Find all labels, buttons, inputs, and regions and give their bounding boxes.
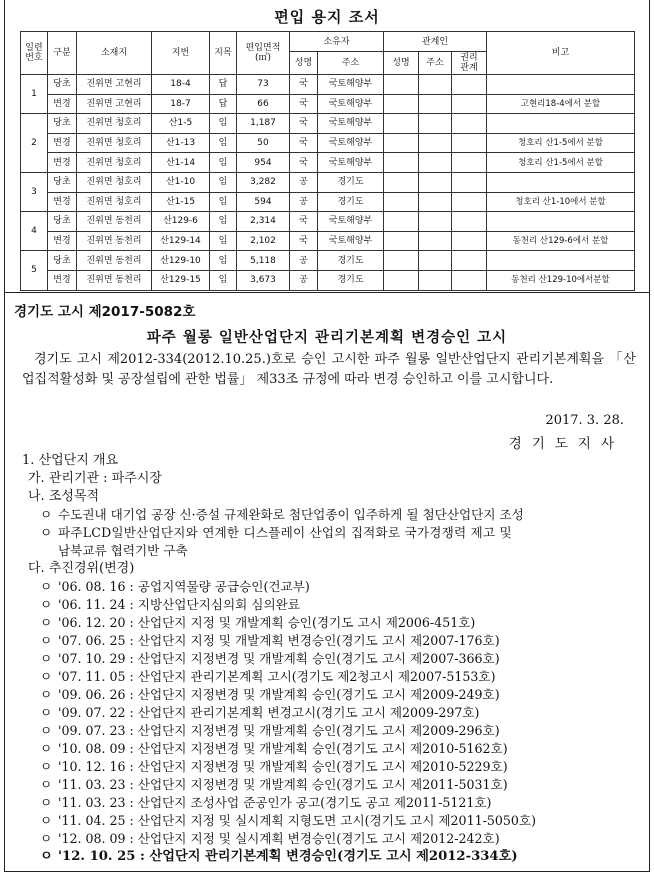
- cell-remarks: 동천리 산129-10에서분할: [487, 270, 635, 290]
- header-rel-name: 성명: [384, 52, 419, 75]
- cell-lot: 산129-6: [152, 212, 210, 232]
- cell-rel-name: [384, 153, 419, 173]
- purpose-text: 수도권내 대기업 공장 신·증설 규제완화로 첨단업종이 입주하게 될 첨단산업단지 조성: [58, 507, 524, 522]
- cell-owner-addr: 경기도: [318, 270, 384, 290]
- cell-type: 변경: [48, 94, 77, 114]
- header-rel-addr: 주소: [419, 52, 452, 75]
- history-text: '07. 10. 29 : 산업단지 지정변경 및 개발계획 승인(경기도 고시 제2007-366호): [58, 651, 500, 666]
- cell-remarks: [487, 172, 635, 192]
- cell-type: 변경: [48, 153, 77, 173]
- bullet: ㅇ: [40, 525, 53, 540]
- cell-type: 변경: [48, 192, 77, 212]
- table-row: [21, 153, 635, 173]
- cell-area: 954: [237, 153, 290, 173]
- notice-date: 2017. 3. 28.: [545, 413, 624, 428]
- cell-rel-rights: [452, 192, 487, 212]
- cell-location: 진위면 청호리: [77, 153, 152, 173]
- cell-remarks: 청호리 산1-5에서 분할: [487, 133, 635, 153]
- cell-lot: 산129-10: [152, 251, 210, 271]
- cell-remarks: 청호리 산1-10에서 분할: [487, 192, 635, 212]
- history-item: [40, 614, 475, 632]
- cell-owner-addr: 경기도: [318, 192, 384, 212]
- bullet: ㅇ: [40, 597, 53, 612]
- cell-area: 5,118: [237, 251, 290, 271]
- cell-owner-name: 공: [290, 251, 318, 271]
- header-owner-addr: 주소: [318, 52, 384, 75]
- cell-area: 73: [237, 75, 290, 95]
- history-item: [40, 848, 518, 866]
- table-row: [21, 94, 635, 114]
- purpose-continuation: 남북교류 협력기반 구축: [58, 543, 188, 558]
- table-row: [21, 192, 635, 212]
- cell-area: 594: [237, 192, 290, 212]
- purpose-text: 파주LCD일반산업단지와 연계한 디스플레이 산업의 집적화로 국가경쟁력 제고 및: [58, 525, 512, 540]
- history-item: [40, 722, 500, 740]
- cell-rel-rights: [452, 212, 487, 232]
- cell-area: 3,282: [237, 172, 290, 192]
- cell-type: 당초: [48, 172, 77, 192]
- history-text: '11. 03. 23 : 산업단지 조성사업 준공인가 공고(경기도 공고 제2011-5121호): [58, 795, 492, 810]
- cell-location: 진위면 동천리: [77, 212, 152, 232]
- cell-rel-addr: [419, 94, 452, 114]
- cell-rel-addr: [419, 212, 452, 232]
- section-na: 나. 조성목적: [28, 489, 100, 504]
- cell-rel-addr: [419, 133, 452, 153]
- table-row: [21, 114, 635, 134]
- cell-rel-name: [384, 212, 419, 232]
- section-divider: [4, 292, 650, 293]
- bullet: ㅇ: [40, 669, 53, 684]
- cell-owner-addr: 국토해양부: [318, 153, 384, 173]
- cell-type: 당초: [48, 251, 77, 271]
- cell-rel-addr: [419, 75, 452, 95]
- history-text: '06. 08. 16 : 공업지역물량 공급승인(건교부): [58, 579, 310, 594]
- cell-location: 진위면 동천리: [77, 270, 152, 290]
- cell-rel-name: [384, 172, 419, 192]
- cell-rel-rights: [452, 251, 487, 271]
- land-table-body: [21, 75, 635, 291]
- header-remarks: 비고: [487, 32, 635, 75]
- history-item: [40, 740, 508, 758]
- cell-category: 답: [210, 75, 237, 95]
- history-text: '10. 12. 16 : 산업단지 지정변경 및 개발계획 승인(경기도 고시 제2010-5229호): [58, 759, 508, 774]
- header-owner-name: 성명: [290, 52, 318, 75]
- cell-rel-addr: [419, 172, 452, 192]
- cell-remarks: [487, 251, 635, 271]
- cell-owner-name: 국: [290, 231, 318, 251]
- cell-category: 답: [210, 94, 237, 114]
- cell-rel-rights: [452, 114, 487, 134]
- cell-owner-name: 국: [290, 212, 318, 232]
- cell-type: 당초: [48, 114, 77, 134]
- bullet: ㅇ: [40, 723, 53, 738]
- cell-owner-name: 국: [290, 114, 318, 134]
- cell-rel-rights: [452, 270, 487, 290]
- notice-body-text: 경기도 고시 제2012-334(2012.10.25.)호로 승인 고시한 파주 월롱 일반산업단지 관리기본계획을 「산업집적활성화 및 공장설립에 관한 법률」 제33조 규정에 따라 변경 승인하고 이를 고시합니다.: [22, 352, 636, 387]
- cell-area: 2,314: [237, 212, 290, 232]
- section-overview: 1. 산업단지 개요: [22, 453, 119, 468]
- cell-rel-rights: [452, 133, 487, 153]
- header-category: 지목: [210, 32, 237, 75]
- header-type: 구분: [48, 32, 77, 75]
- cell-owner-name: 공: [290, 192, 318, 212]
- cell-lot: 산1-5: [152, 114, 210, 134]
- cell-location: 진위면 청호리: [77, 114, 152, 134]
- header-rel-rights: 권리 관계: [452, 52, 487, 75]
- cell-location: 진위면 청호리: [77, 192, 152, 212]
- cell-rel-addr: [419, 251, 452, 271]
- notice-body: [22, 350, 636, 390]
- table-row: [21, 172, 635, 192]
- cell-area: 3,673: [237, 270, 290, 290]
- history-item: [40, 578, 310, 596]
- table-row: [21, 133, 635, 153]
- cell-remarks: [487, 114, 635, 134]
- cell-category: 임: [210, 212, 237, 232]
- cell-remarks: 고현리18-4에서 분할: [487, 94, 635, 114]
- cell-rel-rights: [452, 75, 487, 95]
- section-da: 다. 추진경위(변경): [28, 561, 135, 576]
- header-row-no: 일련 번호: [21, 32, 48, 75]
- cell-row-no: 3: [21, 172, 48, 211]
- cell-rel-name: [384, 231, 419, 251]
- cell-owner-addr: 경기도: [318, 172, 384, 192]
- cell-rel-rights: [452, 94, 487, 114]
- cell-lot: 18-7: [152, 94, 210, 114]
- cell-row-no: 5: [21, 251, 48, 290]
- cell-owner-name: 국: [290, 94, 318, 114]
- history-item: [40, 812, 536, 830]
- purpose-item: [40, 524, 512, 542]
- cell-row-no: 1: [21, 75, 48, 114]
- bullet: ㅇ: [40, 741, 53, 756]
- cell-location: 진위면 동천리: [77, 231, 152, 251]
- cell-owner-addr: 국토해양부: [318, 75, 384, 95]
- table-row: [21, 75, 635, 95]
- cell-type: 당초: [48, 212, 77, 232]
- cell-type: 변경: [48, 133, 77, 153]
- history-item: [40, 596, 300, 614]
- table-title: 편입 용지 조서: [274, 8, 380, 26]
- cell-location: 진위면 청호리: [77, 172, 152, 192]
- cell-category: 임: [210, 192, 237, 212]
- cell-rel-name: [384, 270, 419, 290]
- header-location: 소재지: [77, 32, 152, 75]
- bullet: ㅇ: [40, 795, 53, 810]
- cell-rel-addr: [419, 192, 452, 212]
- cell-owner-addr: 경기도: [318, 251, 384, 271]
- cell-owner-name: 국: [290, 75, 318, 95]
- cell-rel-addr: [419, 153, 452, 173]
- cell-owner-name: 국: [290, 133, 318, 153]
- cell-category: 임: [210, 133, 237, 153]
- cell-rel-addr: [419, 114, 452, 134]
- cell-rel-name: [384, 192, 419, 212]
- header-related: 관계인: [384, 32, 487, 52]
- history-item: [40, 686, 500, 704]
- history-text: '07. 06. 25 : 산업단지 지정 및 개발계획 변경승인(경기도 고시 제2007-176호): [58, 633, 500, 648]
- purpose-item: [40, 506, 524, 524]
- cell-category: 임: [210, 270, 237, 290]
- cell-area: 50: [237, 133, 290, 153]
- history-item: [40, 794, 491, 812]
- bullet: ㅇ: [40, 777, 53, 792]
- notice-signer: 경기도지사: [508, 436, 624, 452]
- cell-rel-name: [384, 94, 419, 114]
- bullet: ㅇ: [40, 507, 53, 522]
- cell-type: 변경: [48, 270, 77, 290]
- cell-owner-addr: 국토해양부: [318, 231, 384, 251]
- bullet: ㅇ: [40, 687, 53, 702]
- cell-owner-name: 공: [290, 270, 318, 290]
- cell-lot: 산1-15: [152, 192, 210, 212]
- cell-category: 임: [210, 172, 237, 192]
- history-item: [40, 758, 508, 776]
- cell-type: 변경: [48, 231, 77, 251]
- notice-title: 파주 월롱 일반산업단지 관리기본계획 변경승인 고시: [146, 330, 508, 346]
- cell-row-no: 4: [21, 212, 48, 251]
- section-ga: 가. 관리기관 : 파주시장: [28, 471, 162, 486]
- cell-rel-rights: [452, 153, 487, 173]
- bullet: ㅇ: [40, 615, 53, 630]
- bullet: ㅇ: [40, 579, 53, 594]
- cell-remarks: 동천리 산129-6에서 분할: [487, 231, 635, 251]
- cell-lot: 산1-14: [152, 153, 210, 173]
- cell-category: 임: [210, 153, 237, 173]
- history-text: '12. 08. 09 : 산업단지 지정 및 실시계획 변경승인(경기도 고시 제2012-242호): [58, 831, 500, 846]
- cell-category: 임: [210, 114, 237, 134]
- cell-rel-name: [384, 114, 419, 134]
- cell-rel-name: [384, 133, 419, 153]
- history-text: '09. 07. 23 : 산업단지 지정변경 및 개발계획 승인(경기도 고시 제2009-296호): [58, 723, 500, 738]
- cell-remarks: 청호리 산1-5에서 분할: [487, 153, 635, 173]
- cell-owner-addr: 국토해양부: [318, 94, 384, 114]
- cell-owner-name: 공: [290, 172, 318, 192]
- history-text: '09. 07. 22 : 산업단지 관리기본계획 변경고시(경기도 고시 제2009-297호): [58, 705, 480, 720]
- cell-area: 66: [237, 94, 290, 114]
- history-text: '09. 06. 26 : 산업단지 지정변경 및 개발계획 승인(경기도 고시 제2009-249호): [58, 687, 500, 702]
- table-row: [21, 251, 635, 271]
- history-item: [40, 830, 500, 848]
- cell-rel-name: [384, 251, 419, 271]
- header-lot: 지번: [152, 32, 210, 75]
- cell-owner-name: 국: [290, 153, 318, 173]
- cell-remarks: [487, 212, 635, 232]
- cell-rel-rights: [452, 172, 487, 192]
- cell-owner-addr: 국토해양부: [318, 212, 384, 232]
- table-row: [21, 231, 635, 251]
- table-row: [21, 270, 635, 290]
- cell-rel-addr: [419, 231, 452, 251]
- history-item: [40, 632, 500, 650]
- history-text: '07. 11. 05 : 산업단지 관리기본계획 고시(경기도 제2청고시 제2007-5153호): [58, 669, 496, 684]
- bullet: ㅇ: [40, 813, 53, 828]
- history-text: '06. 12. 20 : 산업단지 지정 및 개발계획 승인(경기도 고시 제2006-451호): [58, 615, 476, 630]
- header-area: 편입면적 (㎡): [237, 32, 290, 75]
- cell-location: 진위면 고현리: [77, 94, 152, 114]
- bullet: ㅇ: [40, 705, 53, 720]
- cell-lot: 18-4: [152, 75, 210, 95]
- table-row: [21, 212, 635, 232]
- history-item: [40, 704, 479, 722]
- history-text: '06. 11. 24 : 지방산업단지심의회 심의완료: [58, 597, 300, 612]
- cell-row-no: 2: [21, 114, 48, 173]
- cell-location: 진위면 청호리: [77, 133, 152, 153]
- bullet: ㅇ: [40, 849, 53, 864]
- cell-remarks: [487, 75, 635, 95]
- bullet: ㅇ: [40, 759, 53, 774]
- history-text: '11. 03. 23 : 산업단지 지정변경 및 개발계획 승인(경기도 고시 제2011-5031호): [58, 777, 508, 792]
- history-text: '12. 10. 25 : 산업단지 관리기본계획 변경승인(경기도 고시 제2012-334호): [58, 849, 518, 864]
- history-text: '11. 04. 25 : 산업단지 지정 및 실시계획 지형도면 고시(경기도 고시 제2011-5050호): [58, 813, 536, 828]
- cell-type: 당초: [48, 75, 77, 95]
- cell-lot: 산129-15: [152, 270, 210, 290]
- cell-lot: 산129-14: [152, 231, 210, 251]
- cell-category: 임: [210, 251, 237, 271]
- cell-area: 2,102: [237, 231, 290, 251]
- history-item: [40, 668, 495, 686]
- history-text: '10. 08. 09 : 산업단지 지정변경 및 개발계획 승인(경기도 고시 제2010-5162호): [58, 741, 508, 756]
- cell-area: 1,187: [237, 114, 290, 134]
- cell-rel-rights: [452, 231, 487, 251]
- bullet: ㅇ: [40, 831, 53, 846]
- cell-owner-addr: 국토해양부: [318, 114, 384, 134]
- header-owner: 소유자: [290, 32, 384, 52]
- history-item: [40, 650, 500, 668]
- notice-number: 경기도 고시 제2017-5082호: [14, 304, 196, 320]
- cell-lot: 산1-10: [152, 172, 210, 192]
- land-table: [20, 31, 635, 291]
- cell-owner-addr: 국토해양부: [318, 133, 384, 153]
- history-item: [40, 776, 508, 794]
- cell-category: 임: [210, 231, 237, 251]
- bullet: ㅇ: [40, 633, 53, 648]
- bullet: ㅇ: [40, 651, 53, 666]
- cell-rel-addr: [419, 270, 452, 290]
- cell-location: 진위면 고현리: [77, 75, 152, 95]
- cell-lot: 산1-13: [152, 133, 210, 153]
- cell-rel-name: [384, 75, 419, 95]
- cell-location: 진위면 동천리: [77, 251, 152, 271]
